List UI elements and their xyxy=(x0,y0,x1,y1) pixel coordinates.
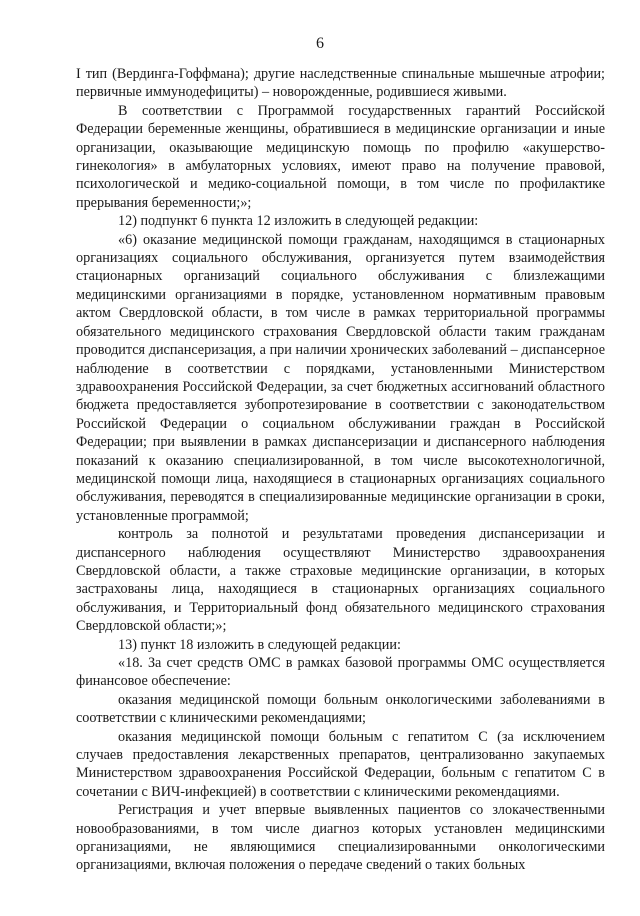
paragraph-continuation: I тип (Вердинга-Гоффмана); другие наследственные спинальные мышечные атрофии; первичные иммунодефициты) – новорожденные, родившиеся живыми. xyxy=(76,66,605,101)
paragraph-pregnant-women-rights: В соответствии с Программой государственных гарантий Российской Федерации беременные женщины, обратившиеся в медицинские организации и иные организации, оказывающие медицинскую помощь по профилю «акушерство-гинекология» в амбулаторных условиях, имеют право на получение правовой, психологической и медико-социальной помощи, в том числе по профилактике прерывания беременности;»; xyxy=(76,102,605,211)
paragraph-amendment-13: 13) пункт 18 изложить в следующей редакции: xyxy=(118,636,401,653)
page-number: 6 xyxy=(316,35,324,52)
document-body xyxy=(76,65,605,875)
paragraph-hepatitis-c-care: оказания медицинской помощи больным с гепатитом С (за исключением случаев предоставления лекарственных препаратов, централизованно закупаемых Министерством здравоохранения Российской Федерации, больным с гепатитом С в сочетании с ВИЧ-инфекцией) в соответствии с клиническими рекомендациями. xyxy=(76,728,605,800)
paragraph-registration: Регистрация и учет впервые выявленных пациентов со злокачественными новообразованиями, в том числе диагноз которых установлен медицинскими организациями, не являющимися специализированными онкологическими организациями, включая положения о передаче сведений о таких больных xyxy=(76,802,605,874)
paragraph-item-18: «18. За счет средств ОМС в рамках базовой программы ОМС осуществляется финансовое обеспечение: xyxy=(76,655,605,690)
paragraph-subitem-6: «6) оказание медицинской помощи гражданам, находящимся в стационарных организациях социального обслуживания, организуется путем взаимодействия стационарных организаций социального обслуживания с близлежащими медицинскими организациями в порядке, установленном нормативным правовым актом Свердловской области, в том числе в рамках территориальной программы обязательного медицинского страхования Свердловской области таким гражданам проводится диспансеризация, а при наличии хронических заболеваний – диспансерное наблюдение в соответствии с порядками, установленными Министерством здравоохранения Российской Федерации, за счет бюджетных ассигнований областного бюджета предоставляется зубопротезирование в соответствии с законодательством Российской Федерации о социальном обслуживании граждан в Российской Федерации; при выявлении в рамках диспансеризации и диспансерного наблюдения показаний к оказанию специализированной, в том числе высокотехнологичной, медицинской помощи лица, находящиеся в стационарных организациях социального обслуживания, переводятся в специализированные медицинские организации в сроки, установленные программой; xyxy=(76,231,605,524)
paragraph-oncology-care: оказания медицинской помощи больным онкологическими заболеваниями в соответствии с клиническими рекомендациями; xyxy=(76,691,605,727)
paragraph-amendment-12: 12) подпункт 6 пункта 12 изложить в следующей редакции: xyxy=(118,213,479,230)
paragraph-control: контроль за полнотой и результатами проведения диспансеризации и диспансерного наблюдения осуществляют Министерство здравоохранения Свердловской области, а также страховые медицинские организации, в которых застрахованы лица, находящиеся в стационарных организациях социального обслуживания, и Территориальный фонд обязательного медицинского страхования Свердловской области;»; xyxy=(76,526,605,635)
